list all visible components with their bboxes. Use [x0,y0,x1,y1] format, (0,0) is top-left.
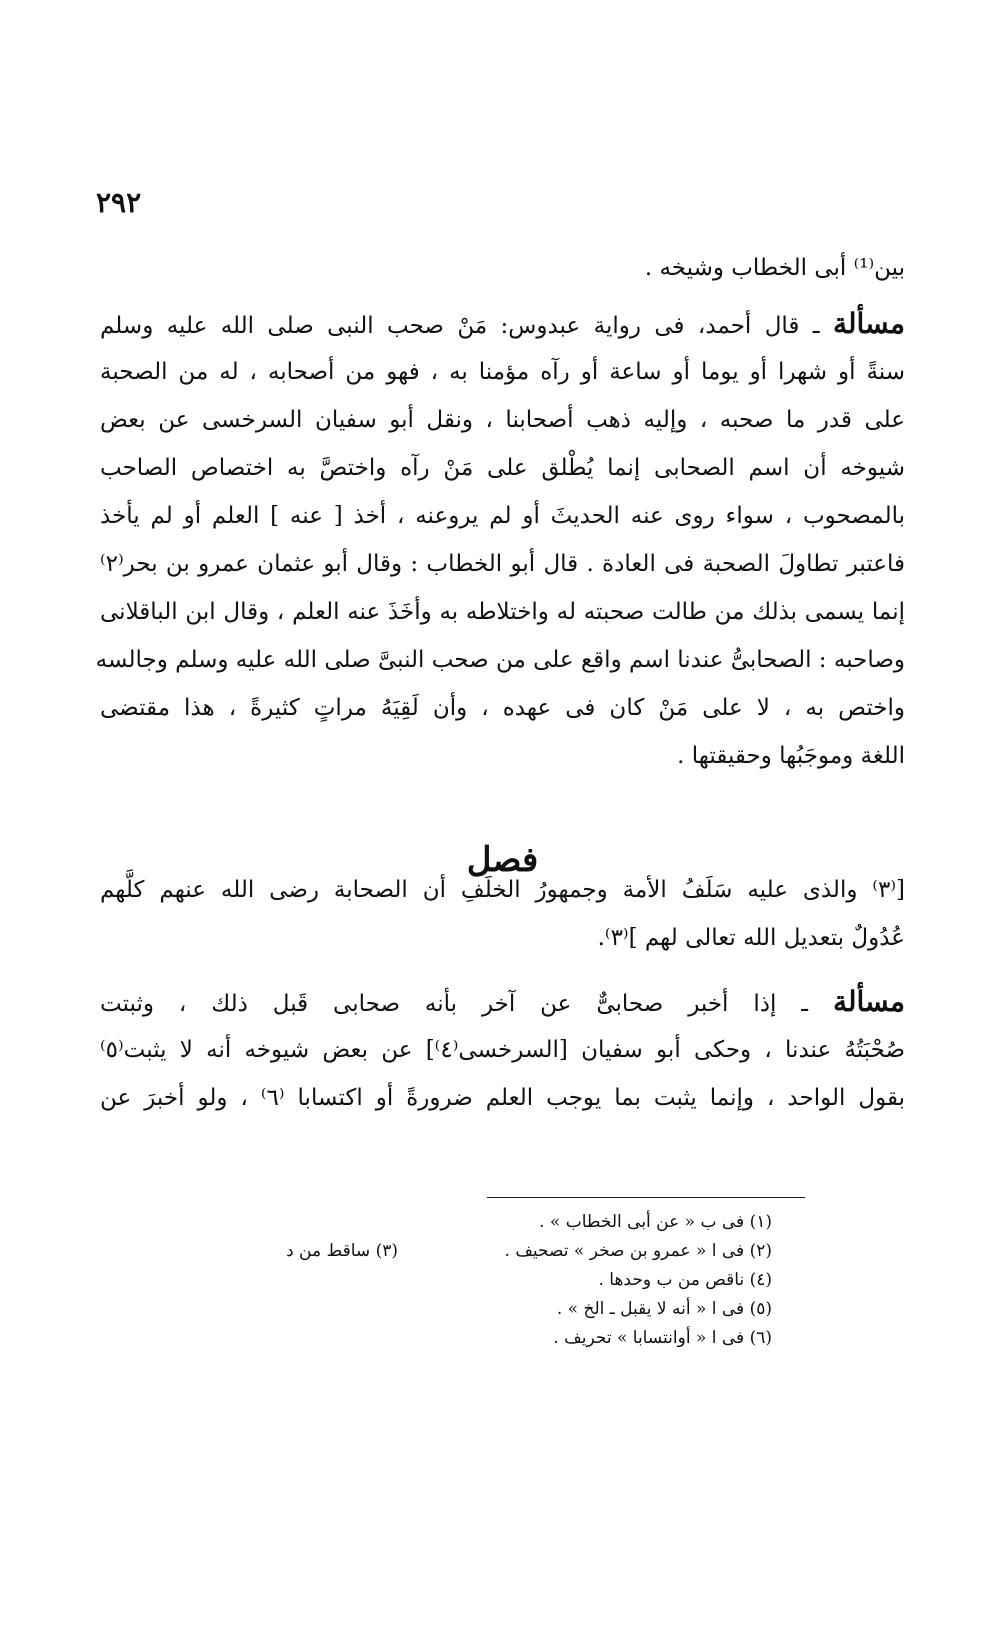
text-line: اللغة وموجَبُها وحقيقتها . [677,743,905,769]
text-line: واختص به ، لا على مَنْ كان فى عهده ، وأن لَقِيَهُ مراتٍ كثيرةً ، هذا مقتضى [100,695,905,721]
text-line [100,300,905,348]
text-line [100,978,905,1026]
text-run: ـ إذا أخبر صحابىٌّ عن آخر بأنه صحابى قَبل ذلك ، وثبتت [100,991,833,1017]
text-line: عُدُولٌ بتعديل الله تعالى لهم ]⁽٣⁾. [597,925,905,951]
footnote-rule [487,1197,805,1198]
text-line: بين⁽¹⁾ أبى الخطاب وشيخه . [644,255,905,281]
footnote: (١) فى ب « عن أبى الخطاب » . [539,1212,772,1232]
footnote: (٤) ناقص من ب وحدها . [598,1270,772,1290]
masala-keyword: مسألة [832,307,905,340]
paragraph-masala-khabar [100,978,905,1122]
paragraph-adala [100,866,905,962]
text-line: [⁽٣⁾ والذى عليه سَلَفُ الأمة وجمهورُ الخلَفِ أن الصحابة رضى الله عنهم كلَّهم [100,877,905,903]
text-line: وصاحبه : الصحابىُّ عندنا اسم واقع على من صحب النبىَّ صلى الله عليه وسلم وجالسه [95,647,905,673]
section-heading: فصل [466,840,539,880]
footnote: (٦) فى ا « أوانتسابا » تحريف . [553,1328,772,1348]
text-line: صُحْبَتُهُ عندنا ، وحكى أبو سفيان [السرخسى⁽٤⁾] عن بعض شيوخه أنه لا يثبت⁽٥⁾ [100,1037,906,1063]
footnote: (٣) ساقط من د [286,1241,398,1261]
text-line: بقول الواحد ، وإنما يثبت بما يوجب العلم ضرورةً أو اكتسابا ⁽٦⁾ ، ولو أخبرَ عن [100,1085,905,1111]
text-line: بالمصحوب ، سواء روى عنه الحديثَ أو لم يروعنه ، أخذ [ عنه ] العلم أو لم يأخذ [100,503,905,529]
text-line: إنما يسمى بذلك من طالت صحبته له واختلاطه به وأخَذَ عنه العلم ، وقال ابن الباقلانى [100,599,905,625]
footnote: (٢) فى ا « عمرو بن صخر » تصحيف . [504,1241,772,1261]
text-run: ـ قال أحمد، فى رواية عبدوس: مَنْ صحب النبى صلى الله عليه وسلم [100,313,833,339]
masala-keyword: مسألة [832,985,905,1018]
paragraph-masala-sahabi [95,300,905,780]
text-line: على قدر ما صحبه ، وإليه ذهب أصحابنا ، ونقل أبو سفيان السرخسى عن بعض [100,407,905,433]
page-number: ٢٩٢ [96,186,142,219]
paragraph-continuation [100,244,905,292]
text-line: شيوخه أن اسم الصحابى إنما يُطْلق على مَنْ رآه واختصَّ به اختصاص الصاحب [100,455,905,481]
text-line: سنةً أو شهرا أو يوما أو ساعة أو رآه مؤمنا به ، فهو من أصحابه ، له من الصحبة [100,359,905,385]
text-line: فاعتبر تطاولَ الصحبة فى العادة . قال أبو الخطاب : وقال أبو عثمان عمرو بن بحر⁽٢⁾ [100,551,905,577]
footnote: (٥) فى ا « أنه لا يقبل ـ الخ » . [556,1299,772,1319]
